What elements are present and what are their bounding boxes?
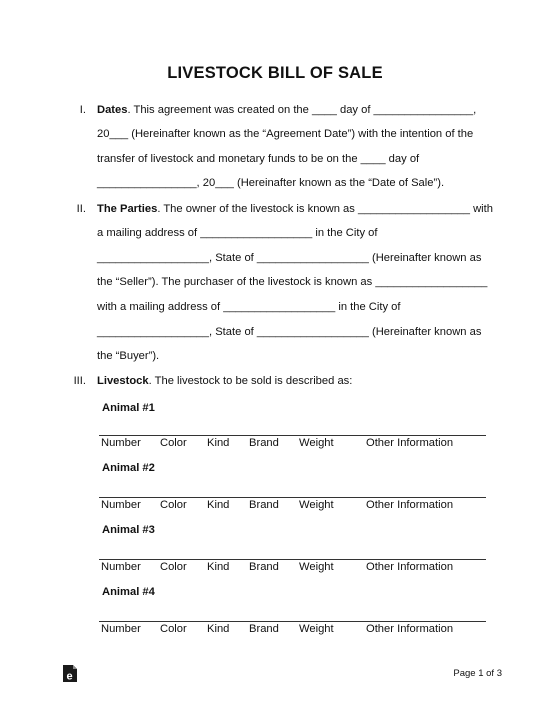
column-brand: Brand	[249, 561, 279, 573]
section-numeral: II.	[76, 203, 86, 215]
section-line: the “Seller”). The purchaser of the livestock is known as __________________	[97, 276, 488, 288]
section-numeral: I.	[79, 104, 86, 116]
section-numeral: III.	[73, 375, 86, 387]
column-weight: Weight	[299, 623, 334, 635]
section-line: __________________, State of __________________ (Hereinafter known as	[97, 326, 482, 338]
column-number: Number	[101, 623, 141, 635]
column-brand: Brand	[249, 499, 279, 511]
column-labels	[0, 499, 550, 513]
section-line: with a mailing address of __________________ in the City of	[97, 301, 401, 313]
column-color: Color	[160, 623, 187, 635]
animal-entry-line[interactable]	[99, 621, 486, 622]
column-kind: Kind	[207, 561, 230, 573]
column-weight: Weight	[299, 499, 334, 511]
section-line: __________________, State of __________________ (Hereinafter known as	[97, 252, 482, 264]
column-kind: Kind	[207, 499, 230, 511]
section-line: ________________, 20___ (Hereinafter known as the “Date of Sale”).	[97, 177, 445, 189]
column-kind: Kind	[207, 437, 230, 449]
column-color: Color	[160, 561, 187, 573]
column-labels	[0, 561, 550, 575]
section-heading: Dates	[97, 104, 128, 116]
column-other-information: Other Information	[366, 623, 454, 635]
column-color: Color	[160, 499, 187, 511]
column-other-information: Other Information	[366, 499, 454, 511]
section-line: a mailing address of __________________ in the City of	[97, 227, 378, 239]
section-heading: Livestock	[97, 375, 149, 387]
column-number: Number	[101, 561, 141, 573]
column-other-information: Other Information	[366, 437, 454, 449]
section-line	[97, 375, 352, 387]
column-labels	[0, 437, 550, 451]
animal-entry-line[interactable]	[99, 497, 486, 498]
column-weight: Weight	[299, 561, 334, 573]
column-brand: Brand	[249, 623, 279, 635]
section-text: . The owner of the livestock is known as __________________ with	[157, 203, 493, 215]
animal-label: Animal #3	[102, 524, 155, 536]
column-weight: Weight	[299, 437, 334, 449]
column-labels	[0, 623, 550, 637]
animal-entry-line[interactable]	[99, 435, 486, 436]
animal-label: Animal #1	[102, 402, 155, 414]
animal-label: Animal #4	[102, 586, 155, 598]
section-text: . The livestock to be sold is described as:	[148, 375, 353, 387]
section-line	[97, 104, 476, 116]
column-other-information: Other Information	[366, 561, 454, 573]
eforms-logo-icon	[62, 665, 78, 683]
section-heading: The Parties	[97, 203, 158, 215]
column-color: Color	[160, 437, 187, 449]
column-number: Number	[101, 499, 141, 511]
document-title: LIVESTOCK BILL OF SALE	[167, 64, 383, 82]
section-line: the “Buyer”).	[97, 350, 160, 362]
section-text: . This agreement was created on the ____ day of ________________,	[127, 104, 477, 116]
animal-label: Animal #2	[102, 462, 155, 474]
section-line: transfer of livestock and monetary funds to be on the ____ day of	[97, 153, 420, 165]
column-number: Number	[101, 437, 141, 449]
svg-text:e: e	[66, 670, 73, 683]
animal-entry-line[interactable]	[99, 559, 486, 560]
column-kind: Kind	[207, 623, 230, 635]
section-line	[97, 203, 493, 215]
page-number: Page 1 of 3	[453, 668, 502, 679]
column-brand: Brand	[249, 437, 279, 449]
section-line: 20___ (Hereinafter known as the “Agreement Date”) with the intention of the	[97, 128, 474, 140]
